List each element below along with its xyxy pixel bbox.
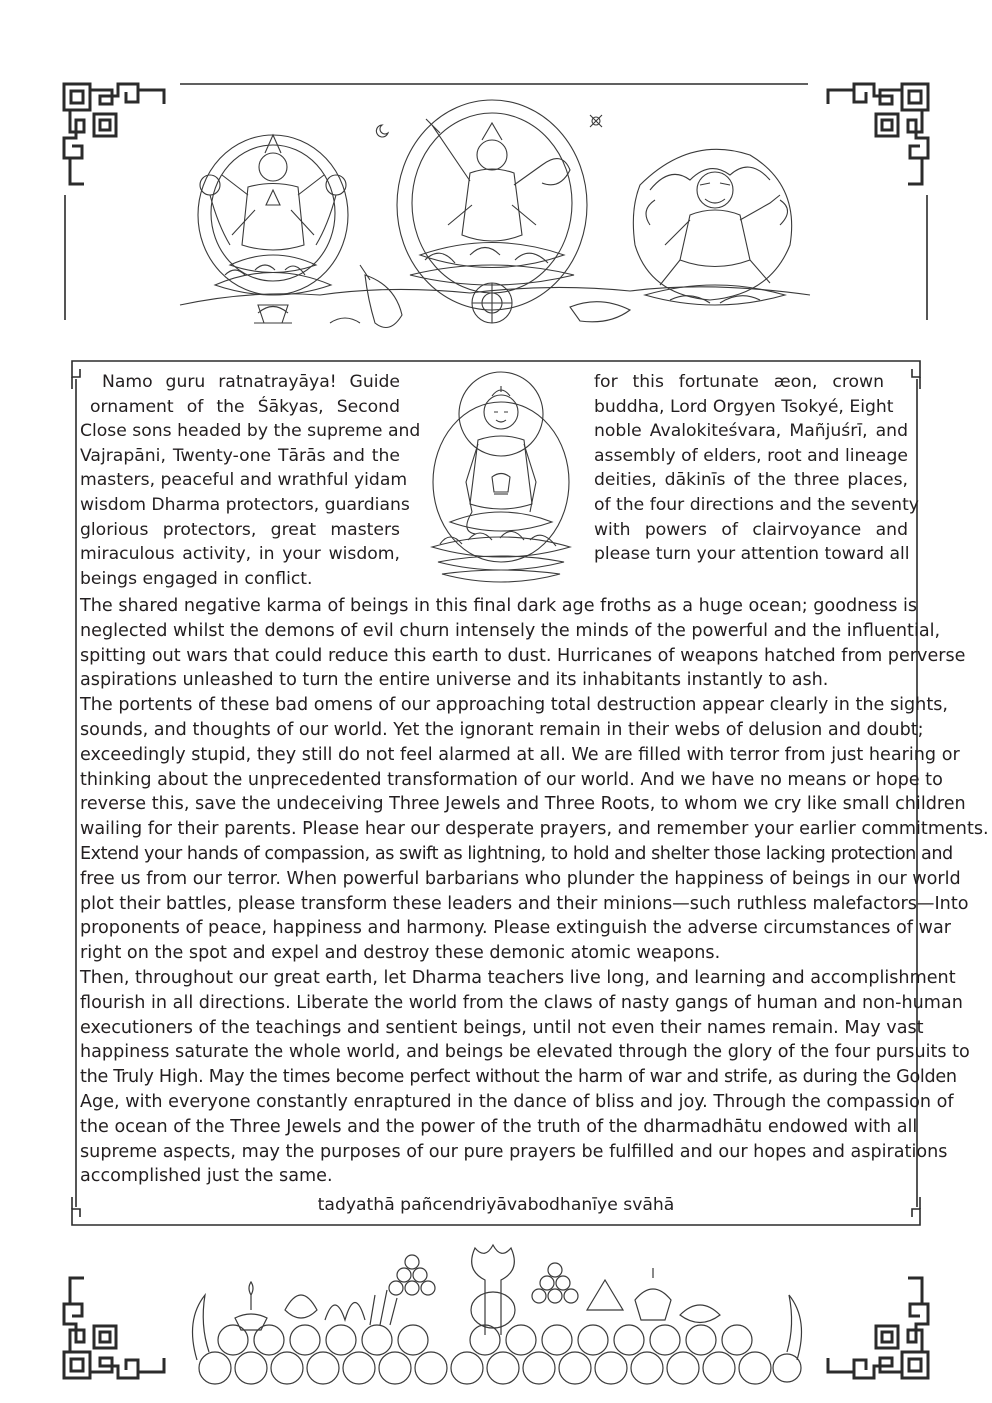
prayer-body xyxy=(80,594,989,1189)
text-line: The shared negative karma of beings in this final dark age froths as a huge ocean; goodness is xyxy=(80,596,918,616)
text-line: sounds, and thoughts of our world. Yet the ignorant remain in their webs of delusion and doubt; xyxy=(80,719,924,740)
text-line: Vajrapāni, Twenty-one Tārās and the xyxy=(80,445,400,466)
text-line: Close sons headed by the supreme and xyxy=(80,421,421,442)
text-line: free us from our terror. When powerful barbarians who plunder the happiness of beings in our world xyxy=(80,868,961,889)
invocation-left-column xyxy=(80,370,421,591)
text-line: for this fortunate æon, crown xyxy=(594,372,884,392)
corner-ornament-top-left xyxy=(60,80,172,192)
text-line: masters, peaceful and wrathful yidam xyxy=(80,470,408,491)
corner-ornament-top-right xyxy=(820,80,932,192)
text-line: Age, with everyone constantly enraptured in the dance of bliss and joy. Through the compassion of xyxy=(80,1091,954,1112)
text-line: spitting out wars that could reduce this earth to dust. Hurricanes of weapons hatched from perverse xyxy=(80,645,966,666)
text-line: please turn your attention toward all xyxy=(594,544,910,565)
text-line: neglected whilst the demons of evil churn intensely the minds of the powerful and the influential, xyxy=(80,620,941,641)
text-line: supreme aspects, may the purposes of our pure prayers be fulfilled and our hopes and aspirations xyxy=(80,1141,948,1162)
text-line: plot their battles, please transform these leaders and their minions—such ruthless malefactors—Into xyxy=(80,893,969,914)
deities-illustration xyxy=(170,95,830,350)
paragraph-3 xyxy=(80,966,970,1189)
text-line: Namo guru ratnatrayāya! Guide xyxy=(102,372,400,392)
text-line: with powers of clairvoyance and xyxy=(594,519,908,540)
text-line: Then, throughout our great earth, let Dharma teachers live long, and learning and accomplishment xyxy=(80,967,956,988)
text-line: assembly of elders, root and lineage xyxy=(594,445,908,466)
mantra-line: tadyathā pañcendriyāvabodhanīye svāhā xyxy=(317,1195,675,1215)
text-line: miraculous activity, in your wisdom, xyxy=(80,544,400,565)
buddha-illustration xyxy=(420,362,582,594)
text-line: glorious protectors, great masters xyxy=(80,519,400,540)
text-line: executioners of the teachings and sentient beings, until not even their names remain. May vast xyxy=(80,1017,924,1038)
text-line: buddha, Lord Orgyen Tsokyé, Eight xyxy=(594,396,894,417)
corner-ornament-bottom-left xyxy=(60,1270,172,1382)
text-line: beings engaged in conflict. xyxy=(80,568,313,589)
text-line: Extend your hands of compassion, as swift as lightning, to hold and shelter those lacking protection and xyxy=(80,843,953,864)
corner-ornament-bottom-right xyxy=(820,1270,932,1382)
text-line: deities, dākinīs of the three places, xyxy=(594,470,908,491)
text-line: noble Avalokiteśvara, Mañjuśrī, and xyxy=(594,421,908,442)
text-line: aspirations unleashed to turn the entire universe and its inhabitants instantly to ash. xyxy=(80,670,829,691)
text-line: reverse this, save the undeceiving Three Jewels and Three Roots, to whom we cry like small children xyxy=(80,794,966,815)
text-line: the Truly High. May the times become perfect without the harm of war and strife, as during the Golden xyxy=(80,1067,957,1088)
text-line: right on the spot and expel and destroy these demonic atomic weapons. xyxy=(80,943,721,964)
text-line: ornament of the Śākyas, Second xyxy=(90,396,400,417)
text-line: of the four directions and the seventy xyxy=(594,494,919,515)
invocation-right-column xyxy=(594,370,919,567)
text-line: wisdom Dharma protectors, guardians xyxy=(80,494,410,515)
text-line: flourish in all directions. Liberate the world from the claws of nasty gangs of human and non-human xyxy=(80,992,963,1013)
text-line: exceedingly stupid, they still do not feel alarmed at all. We are filled with terror from just hearing or xyxy=(80,744,960,765)
paragraph-1 xyxy=(80,594,966,693)
text-line: accomplished just the same. xyxy=(80,1166,333,1187)
paragraph-2 xyxy=(80,693,989,966)
offerings-illustration xyxy=(175,1240,820,1390)
text-line: proponents of peace, happiness and harmony. Please extinguish the adverse circumstances of war xyxy=(80,918,951,939)
offering-row xyxy=(199,1325,801,1384)
text-line: thinking about the unprecedented transformation of our world. And we have no means or hope to xyxy=(80,769,943,790)
text-line: wailing for their parents. Please hear our desperate prayers, and remember your earlier commitments. xyxy=(80,819,989,840)
text-line: The portents of these bad omens of our approaching total destruction appear clearly in the sights, xyxy=(80,695,948,716)
text-line: happiness saturate the whole world, and beings be elevated through the glory of the four pursuits to xyxy=(80,1042,970,1063)
text-line: the ocean of the Three Jewels and the power of the truth of the dharmadhātu endowed with all xyxy=(80,1116,918,1137)
